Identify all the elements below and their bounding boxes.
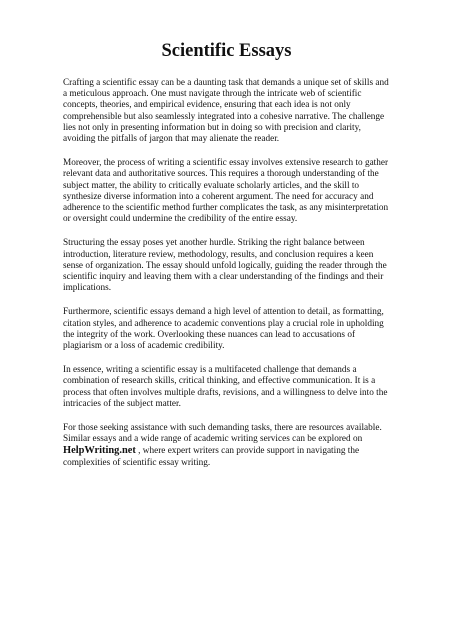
resources-text-after-link: , where expert writers can provide support in navigating the complexities of scientific essay writing. xyxy=(63,446,360,468)
document-title: Scientific Essays xyxy=(161,41,292,61)
helpwriting-link[interactable]: HelpWriting.net xyxy=(63,445,136,457)
paragraph-structure: Structuring the essay poses yet another hurdle. Striking the right balance between introduction, literature review, methodology, results, and conclusion requires a keen sense of organization. The essay should unfold logically, guiding the reader through the scientific inquiry and leaving them with a clear understanding of the findings and their implications. xyxy=(63,238,387,294)
paragraph-resources xyxy=(63,423,390,469)
paragraph-intro: Crafting a scientific essay can be a daunting task that demands a unique set of skills and a meticulous approach. One must navigate through the intricate web of scientific concepts, theories, and empirical evidence, ensuring that each idea is not only comprehensible but also seamlessly integrated into a cohesive narrative. The challenge lies not only in presenting information but in doing so with precision and clarity, avoiding the pitfalls of jargon that may alienate the reader. xyxy=(63,78,389,145)
paragraph-essence: In essence, writing a scientific essay is a multifaceted challenge that demands a combination of research skills, critical thinking, and effective communication. It is a process that often involves multiple drafts, revisions, and a willingness to delve into the intricacies of the subject matter. xyxy=(63,365,388,409)
paragraph-detail: Furthermore, scientific essays demand a high level of attention to detail, as formatting, citation styles, and adherence to academic conventions play a crucial role in upholding the integrity of the work. Overlooking these nuances can lead to accusations of plagiarism or a loss of academic credibility. xyxy=(63,307,384,352)
resources-text-before-link: For those seeking assistance with such demanding tasks, there are resources available. Similar essays and a wide range of academic writing services can be explored on xyxy=(63,423,382,445)
paragraph-research: Moreover, the process of writing a scientific essay involves extensive research to gather relevant data and authoritative sources. This requires a thorough understanding of the subject matter, the ability to critically evaluate scholarly articles, and the skill to synthesize diverse information into a coherent argument. The need for accuracy and adherence to the scientific method further complicates the task, as any misinterpretation or oversight could undermine the credibility of the entire essay. xyxy=(63,158,389,225)
